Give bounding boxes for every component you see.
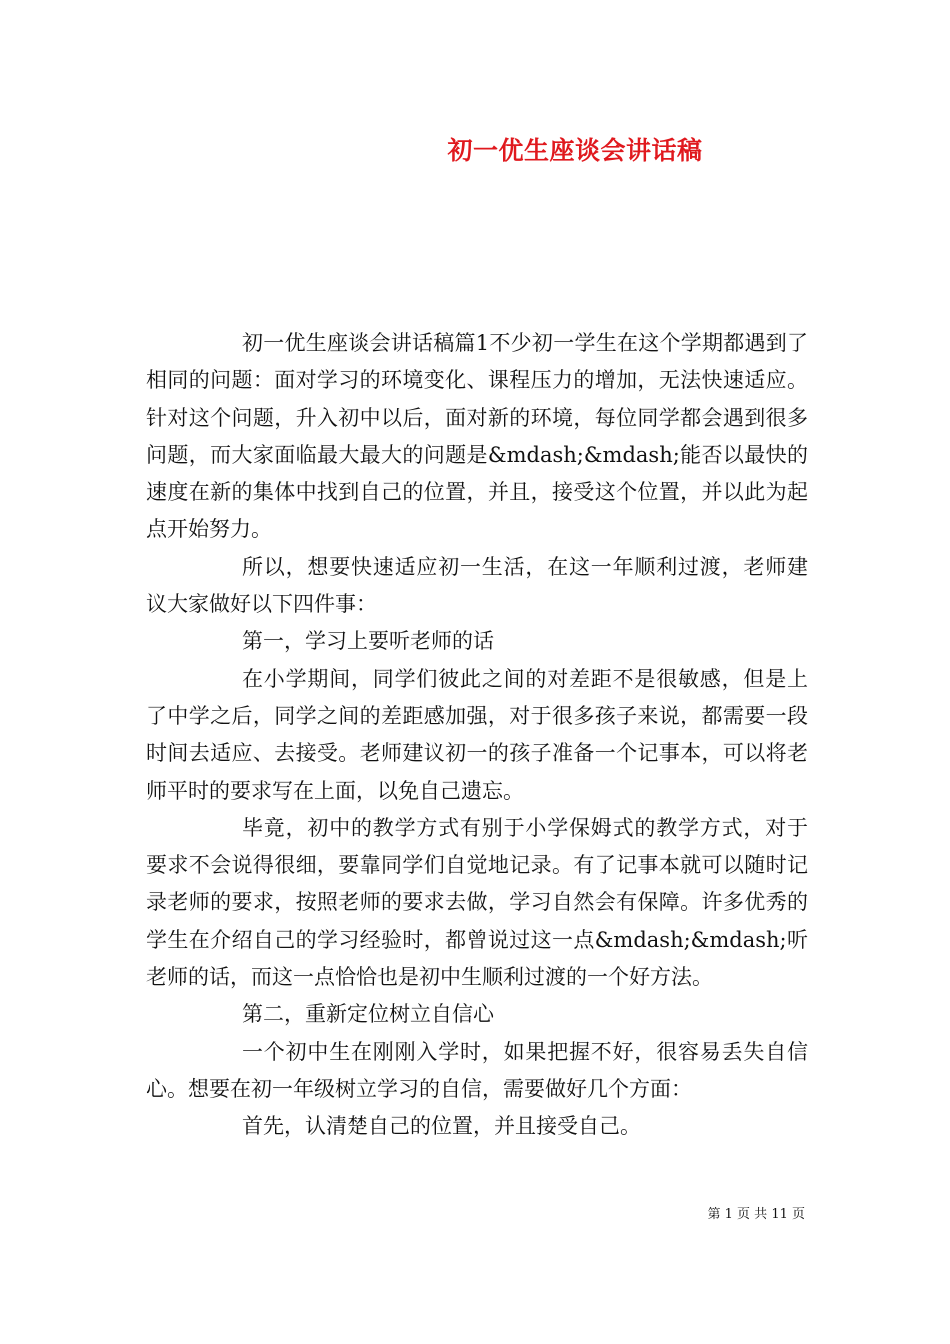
paragraph: 在小学期间，同学们彼此之间的对差距不是很敏感，但是上了中学之后，同学之间的差距感加强，对于很多孩子来说，都需要一段时间去适应、去接受。老师建议初一的孩子准备一个记事本，可以将老师平时的要求写在上面，以免自己遗忘。 <box>146 666 808 803</box>
paragraph: 所以，想要快速适应初一生活，在这一年顺利过渡，老师建议大家做好以下四件事： <box>146 554 808 617</box>
paragraph: 一个初中生在刚刚入学时，如果把握不好，很容易丢失自信心。想要在初一年级树立学习的自信，需要做好几个方面： <box>146 1039 808 1101</box>
paragraph: 首先，认清楚自己的位置，并且接受自己。 <box>242 1114 641 1139</box>
paragraph: 初一优生座谈会讲话稿篇1不少初一学生在这个学期都遇到了相同的问题：面对学习的环境变化、课程压力的增加，无法快速适应。针对这个问题，升入初中以后，面对新的环境，每位同学都会遇到很多问题，而大家面临最大最大的问题是&mdash;&mdash;能否以最快的速度在新的集体中找到自己的位置，并且，接受这个位置，并以此为起点开始努力。 <box>146 331 808 542</box>
document-title: 初一优生座谈会讲话稿 <box>447 136 703 165</box>
section-heading: 第一，学习上要听老师的话 <box>242 629 494 654</box>
page-number: 第 1 页 共 11 页 <box>707 1207 805 1222</box>
section-heading: 第二，重新定位树立自信心 <box>242 1002 494 1027</box>
paragraph: 毕竟，初中的教学方式有别于小学保姆式的教学方式，对于要求不会说得很细，要靠同学们自觉地记录。有了记事本就可以随时记录老师的要求，按照老师的要求去做，学习自然会有保障。许多优秀的学生在介绍自己的学习经验时，都曾说过这一点&mdash;&mdash;听老师的话，而这一点恰恰也是初中生顺利过渡的一个好方法。 <box>146 815 808 990</box>
document-body <box>146 325 808 1146</box>
